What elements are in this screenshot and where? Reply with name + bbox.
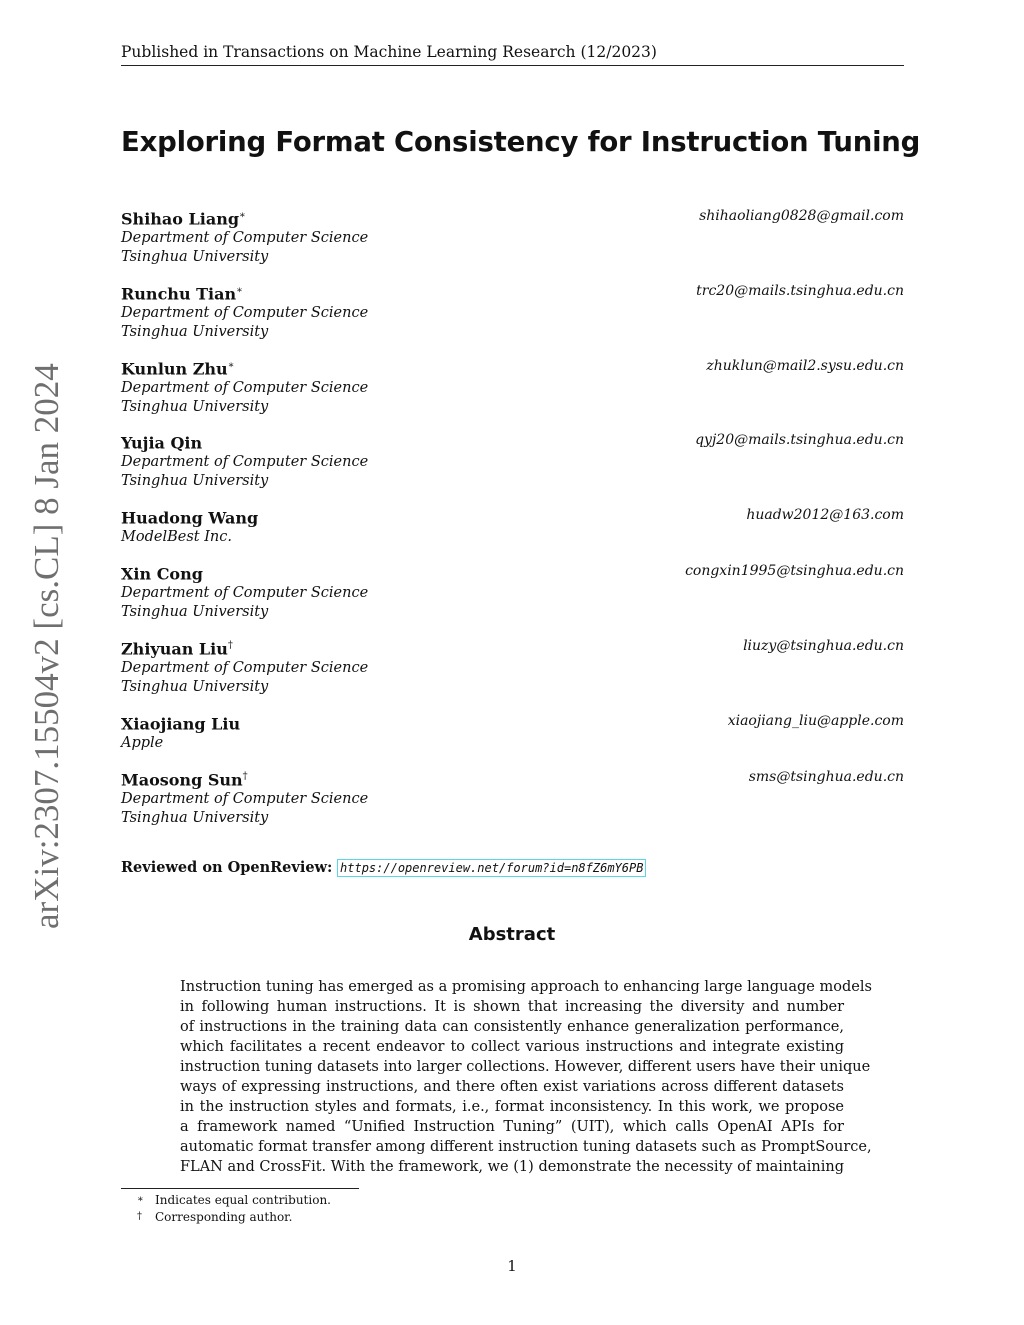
review-label: Reviewed on OpenReview: (121, 859, 333, 876)
author-block (121, 356, 904, 416)
author-block (121, 505, 904, 547)
footnote-mark: † (137, 1210, 142, 1222)
abstract-body (180, 977, 872, 1177)
footnote-text: Corresponding author. (155, 1209, 293, 1224)
author-name: Maosong Sun (121, 770, 243, 790)
author-block (121, 281, 904, 341)
author-department: Department of Computer Science (121, 660, 369, 677)
author-email[interactable]: liuzy@tsinghua.edu.cn (743, 638, 904, 654)
author-email[interactable]: sms@tsinghua.edu.cn (748, 769, 904, 785)
abstract-line: in the instruction styles and formats, i.e., format inconsistency. In this work, we propose (180, 1099, 844, 1115)
author-email[interactable]: trc20@mails.tsinghua.edu.cn (696, 283, 904, 299)
author-block (121, 561, 904, 621)
author-institution: Tsinghua University (121, 809, 269, 826)
abstract-line: FLAN and CrossFit. With the framework, we (1) demonstrate the necessity of maintaining (180, 1159, 844, 1175)
author-name: Yujia Qin (121, 433, 203, 453)
footnote-text: Indicates equal contribution. (155, 1193, 331, 1207)
author-department: Department of Computer Science (121, 454, 369, 471)
author-name: Zhiyuan Liu (121, 639, 228, 659)
footnote-divider (121, 1188, 359, 1189)
abstract-line: in following human instructions. It is shown that increasing the diversity and number (180, 999, 844, 1015)
author-mark: † (242, 771, 248, 782)
abstract-heading: Abstract (468, 924, 556, 945)
author-department: ModelBest Inc. (121, 529, 232, 546)
abstract-line: ways of expressing instructions, and there often exist variations across different datasets (180, 1079, 844, 1095)
author-block (121, 636, 904, 696)
author-institution: Tsinghua University (121, 678, 269, 695)
abstract-line: a framework named “Unified Instruction Tuning” (UIT), which calls OpenAI APIs for (180, 1119, 844, 1135)
running-head: Published in Transactions on Machine Learning Research (12/2023) (121, 38, 904, 66)
page-number: 1 (507, 1257, 517, 1275)
paper-title: Exploring Format Consistency for Instruction Tuning (121, 126, 921, 158)
author-institution: Tsinghua University (121, 323, 269, 340)
arxiv-identifier: arXiv:2307.15504v2 [cs.CL] 8 Jan 2024 (27, 363, 66, 929)
author-email[interactable]: xiaojiang_liu@apple.com (727, 713, 904, 729)
author-institution: Tsinghua University (121, 248, 269, 265)
author-email[interactable]: huadw2012@163.com (746, 507, 904, 523)
author-institution: Tsinghua University (121, 603, 269, 620)
abstract-line: of instructions in the training data can consistently enhance generalization performance, (180, 1019, 844, 1035)
footnote (137, 1192, 331, 1209)
author-name: Shihao Liang (121, 209, 240, 229)
author-block (121, 206, 904, 266)
author-department: Department of Computer Science (121, 230, 369, 247)
footnote (137, 1209, 331, 1226)
abstract-line: Instruction tuning has emerged as a promising approach to enhancing large language models (180, 979, 872, 995)
author-department: Department of Computer Science (121, 380, 369, 397)
author-department: Department of Computer Science (121, 305, 369, 322)
footnote-mark: ∗ (137, 1194, 144, 1205)
author-mark: ∗ (239, 210, 246, 221)
author-email[interactable]: shihaoliang0828@gmail.com (699, 208, 904, 224)
author-institution: Tsinghua University (121, 398, 269, 415)
openreview-link[interactable]: https://openreview.net/forum?id=n8fZ6mY6PB (337, 859, 646, 877)
abstract-line: automatic format transfer among different instruction tuning datasets such as PromptSource, (180, 1139, 872, 1155)
abstract-line: instruction tuning datasets into larger collections. However, different users have their unique (180, 1059, 871, 1075)
footnotes (137, 1192, 331, 1225)
author-block (121, 430, 904, 490)
author-email[interactable]: qyj20@mails.tsinghua.edu.cn (695, 432, 904, 448)
review-line (121, 859, 646, 877)
author-name: Xiaojiang Liu (121, 714, 241, 734)
author-name: Runchu Tian (121, 284, 237, 304)
author-department: Apple (121, 735, 164, 752)
author-name: Kunlun Zhu (121, 359, 228, 379)
author-name: Xin Cong (121, 564, 203, 584)
author-email[interactable]: congxin1995@tsinghua.edu.cn (685, 563, 904, 579)
author-mark: ∗ (227, 360, 235, 371)
author-mark: † (227, 640, 233, 651)
author-institution: Tsinghua University (121, 472, 269, 489)
author-email[interactable]: zhuklun@mail2.sysu.edu.cn (706, 358, 904, 374)
author-block (121, 711, 904, 753)
author-department: Department of Computer Science (121, 585, 369, 602)
author-name: Huadong Wang (121, 508, 259, 528)
abstract-line: which facilitates a recent endeavor to collect various instructions and integrate existing (180, 1039, 844, 1055)
author-block (121, 767, 904, 827)
author-mark: ∗ (236, 285, 243, 296)
author-department: Department of Computer Science (121, 791, 369, 808)
